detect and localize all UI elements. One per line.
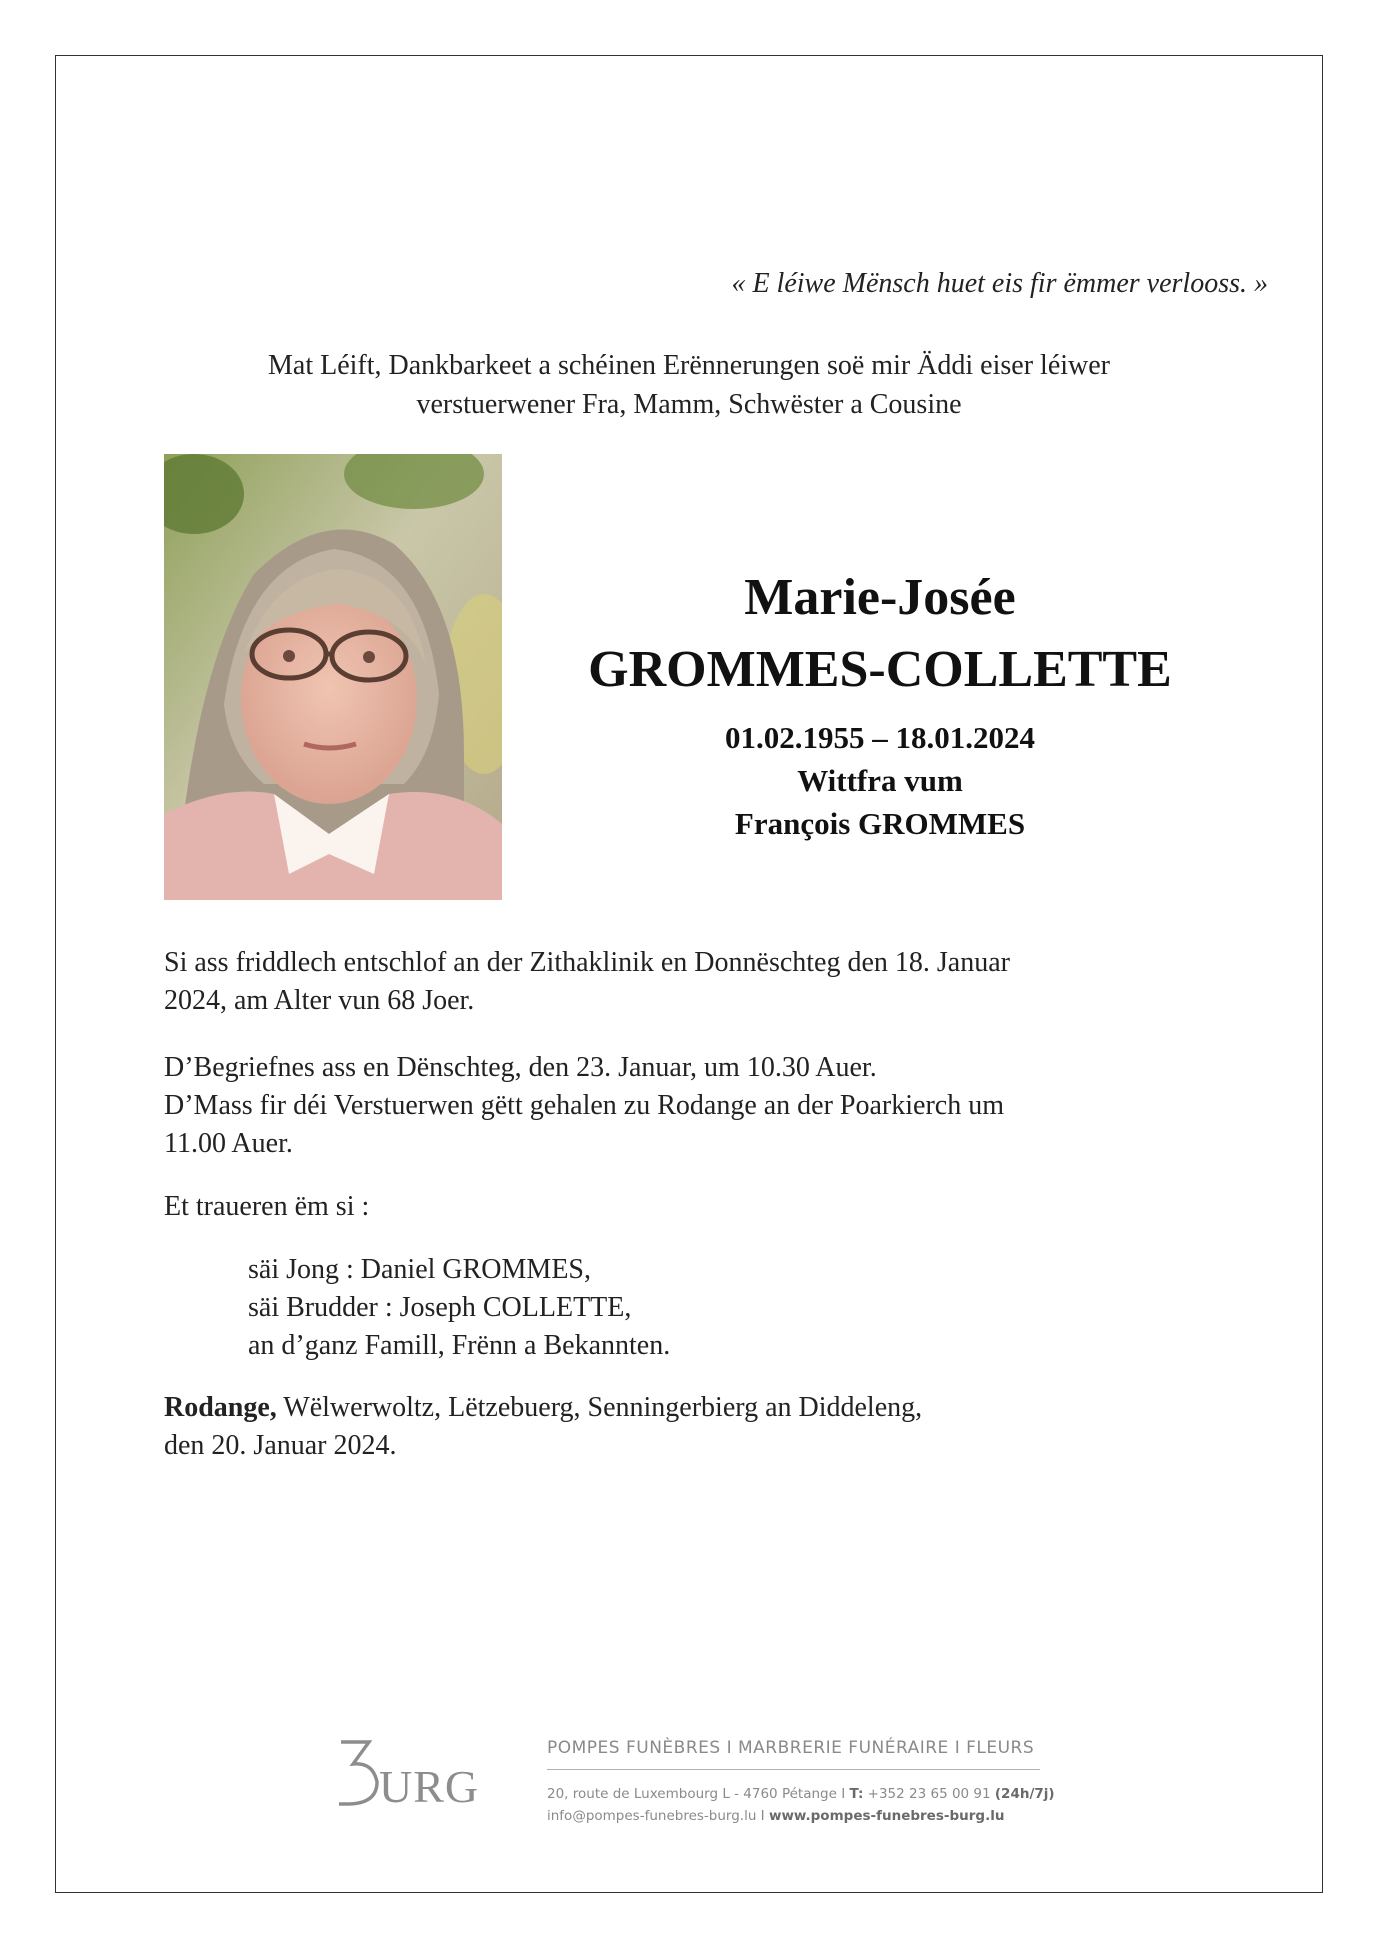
first-name: Marie-Josée [744,569,1016,626]
portrait-photo [164,454,502,900]
closing-paragraph [164,1389,1164,1465]
footer-separator: I [756,1808,769,1824]
closing-place-bold: Rodange, [164,1392,277,1423]
intro-line-2: verstuerwener Fra, Mamm, Schwëster a Cousine [416,389,962,420]
life-dates: 01.02.1955 – 18.01.2024 [725,720,1035,755]
intro-text [0,346,1378,424]
footer-email[interactable]: info@pompes-funebres-burg.lu [547,1808,757,1824]
footer-phone-hours: (24h/7j) [994,1786,1055,1802]
footer-contact-line [547,1805,1055,1827]
memorial-quote: « E léiwe Mënsch huet eis fir ëmmer verlooss. » [731,268,1268,299]
funeral-line-3: 11.00 Auer. [164,1128,293,1159]
death-paragraph [164,944,1164,1020]
footer-services: POMPES FUNÈBRES I MARBRERIE FUNÉRAIRE I FLEURS [547,1738,1035,1758]
footer-phone-label: T: [849,1786,864,1802]
spouse-name: François GROMMES [734,806,1026,841]
mourning-intro: Et traueren ëm si : [164,1191,370,1222]
closing-places-rest: Wëlwerwoltz, Lëtzebuerg, Senningerbierg an Diddeleng, [276,1392,923,1423]
mourner-item: an d’ganz Famill, Frënn a Bekannten. [248,1330,671,1361]
closing-date: den 20. Januar 2024. [164,1430,397,1461]
relation-label: Wittfra vum [797,763,963,798]
last-name: GROMMES-COLLETTE [588,641,1172,698]
portrait-illustration [164,454,502,900]
logo-lettering: URG [379,1761,480,1808]
mourner-item: säi Brudder : Joseph COLLETTE, [248,1292,632,1323]
funeral-line-2: D’Mass fir déi Verstuerwen gëtt gehalen zu Rodange an der Poarkierch um [164,1090,1004,1121]
footer-divider [547,1769,1040,1770]
footer-phone: +352 23 65 00 91 [863,1786,995,1802]
funeral-paragraph [164,1049,1164,1163]
deceased-details [530,716,1230,845]
burg-logo [333,1738,503,1808]
death-line-2: 2024, am Alter vun 68 Joer. [164,985,475,1016]
footer-address: 20, route de Luxembourg L - 4760 Pétange I [547,1786,850,1802]
mourners-list [248,1251,670,1365]
intro-line-1: Mat Léift, Dankbarkeet a schéinen Erënnerungen soë mir Äddi eiser léiwer [268,350,1110,381]
footer [547,1738,1055,1827]
closing-places [164,1389,1164,1427]
footer-address-line [547,1783,1055,1805]
mourner-item: säi Jong : Daniel GROMMES, [248,1254,591,1285]
funeral-line-1: D’Begriefnes ass en Dënschteg, den 23. Januar, um 10.30 Auer. [164,1052,877,1083]
death-line-1: Si ass friddlech entschlof an der Zithaklinik en Donnëschteg den 18. Januar [164,947,1010,978]
footer-website[interactable]: www.pompes-funebres-burg.lu [768,1808,1005,1824]
